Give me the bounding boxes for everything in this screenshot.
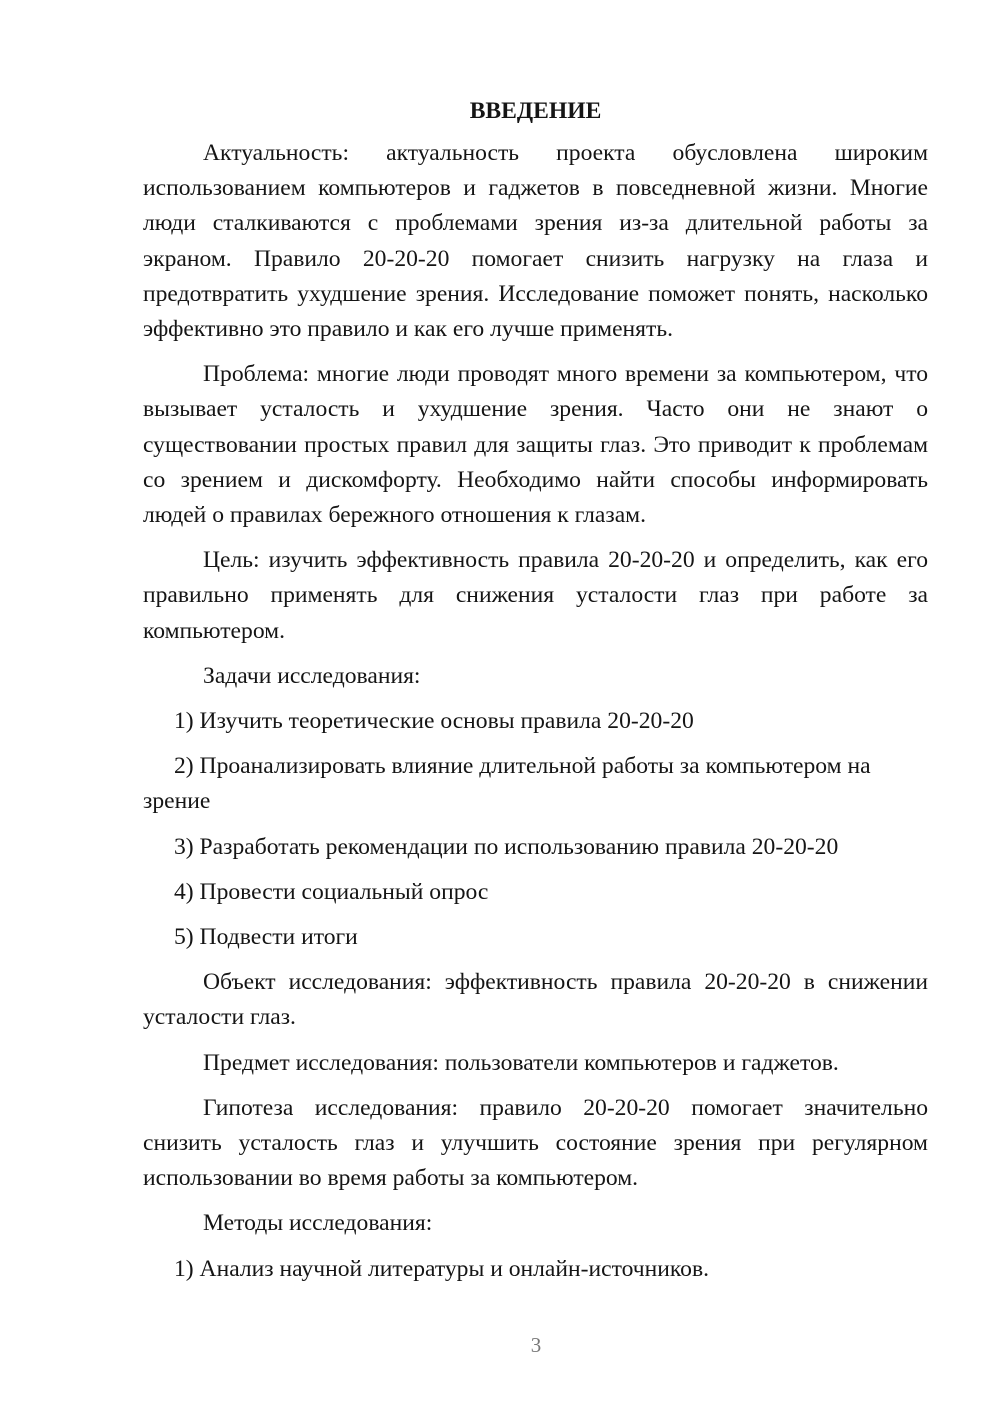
method-item-1: 1) Анализ научной литературы и онлайн-источников.	[174, 1255, 710, 1282]
task-item-2: 2) Проанализировать влияние длительной работы за компьютером на зрение	[143, 753, 871, 815]
task-item-4: 4) Провести социальный опрос	[174, 878, 489, 905]
paragraph-hypothesis: Гипотеза исследования: правило 20-20-20 помогает значительно снизить усталость глаз и улучшить состояние зрения при регулярном использовании во время работы за компьютером.	[143, 1094, 928, 1192]
paragraph-relevance: Актуальность: актуальность проекта обусловлена широким использованием компьютеров и гаджетов в повседневной жизни. Многие люди сталкиваются с проблемами зрения из-за длительной работы за экраном. Правило 20-20-20 помогает снизить нагрузку на глаза и предотвратить ухудшение зрения. Исследование поможет понять, насколько эффективно это правило и как его лучше применять.	[143, 140, 928, 343]
page-title: ВВЕДЕНИЕ	[469, 98, 602, 124]
paragraph-goal: Цель: изучить эффективность правила 20-20-20 и определить, как его правильно применять для снижения усталости глаз при работе за компьютером.	[143, 547, 928, 644]
paragraph-problem: Проблема: многие люди проводят много времени за компьютером, что вызывает усталость и ухудшение зрения. Часто они не знают о существовании простых правил для защиты глаз. Это приводит к проблемам со зрением и дискомфорту. Необходимо найти способы информировать людей о правилах бережного отношения к глазам.	[143, 361, 928, 529]
task-item-3: 3) Разработать рекомендации по использованию правила 20-20-20	[174, 833, 839, 860]
methods-heading: Методы исследования:	[203, 1210, 433, 1237]
task-item-5: 5) Подвести итоги	[174, 924, 358, 951]
page-number: 3	[530, 1333, 542, 1357]
page-content	[143, 91, 928, 1287]
paragraph-object: Объект исследования: эффективность правила 20-20-20 в снижении усталости глаз.	[143, 969, 928, 1031]
task-item-1: 1) Изучить теоретические основы правила 20-20-20	[174, 708, 694, 735]
paragraph-subject: Предмет исследования: пользователи компьютеров и гаджетов.	[203, 1049, 839, 1076]
tasks-heading: Задачи исследования:	[203, 662, 421, 689]
